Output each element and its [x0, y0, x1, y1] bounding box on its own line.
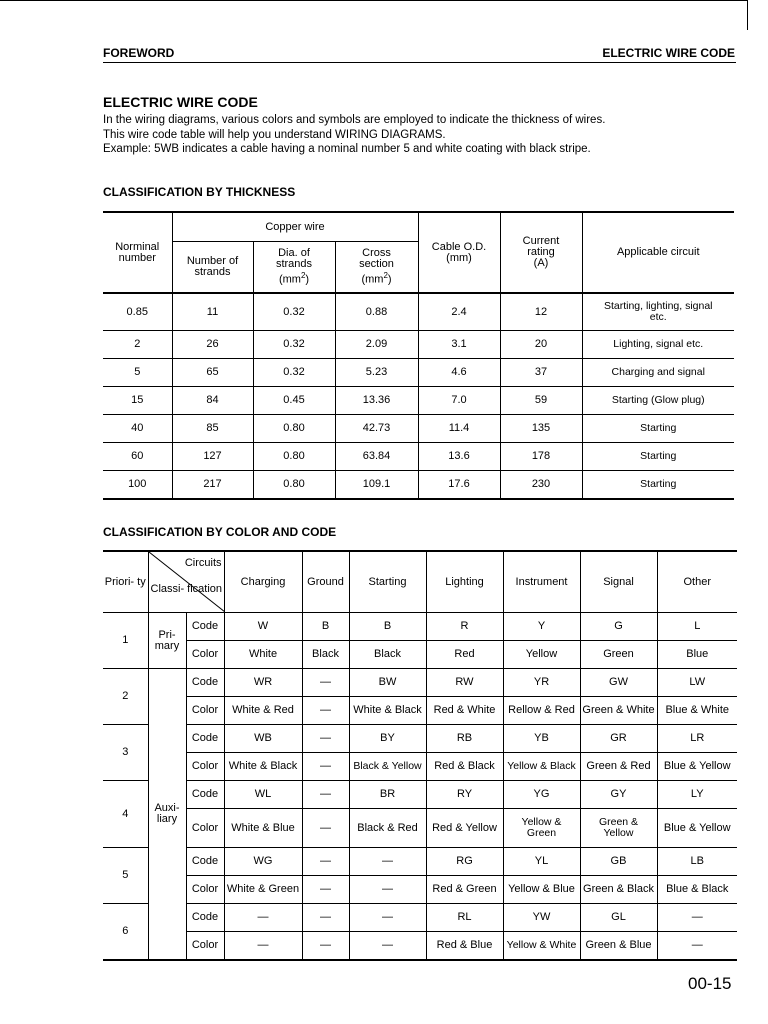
code-cell: —	[302, 725, 349, 753]
table-cell: 217	[172, 471, 253, 500]
table-row	[103, 848, 737, 876]
color-cell: Rellow & Red	[503, 697, 580, 725]
table-cell: 13.6	[418, 443, 500, 471]
color-cell: White & Black	[349, 697, 426, 725]
code-cell: —	[302, 669, 349, 697]
priority-cell: 4	[103, 781, 148, 848]
table-cell: 230	[500, 471, 582, 500]
color-cell: Green & White	[580, 697, 657, 725]
code-cell: WL	[224, 781, 302, 809]
color-cell: Blue & Yellow	[657, 809, 737, 848]
table-cell: 42.73	[335, 415, 418, 443]
thickness-body	[103, 293, 734, 499]
code-label: Code	[186, 669, 224, 697]
color-cell: White & Green	[224, 876, 302, 904]
table-cell: 0.32	[253, 293, 335, 331]
header-copper: Copper wire	[172, 212, 418, 242]
code-cell: —	[349, 848, 426, 876]
table-cell: 84	[172, 387, 253, 415]
color-cell: White & Red	[224, 697, 302, 725]
priority-cell: 3	[103, 725, 148, 781]
color-cell: —	[349, 876, 426, 904]
page-number: 00-15	[688, 974, 732, 993]
code-cell: BR	[349, 781, 426, 809]
table-cell: 4.6	[418, 359, 500, 387]
unit-mm: (mm	[278, 273, 301, 286]
code-cell: GB	[580, 848, 657, 876]
color-cell: Green & Red	[580, 753, 657, 781]
color-cell: Yellow & Black	[503, 753, 580, 781]
table-cell: Charging and signal	[582, 359, 734, 387]
color-cell: —	[302, 697, 349, 725]
intro-text	[103, 113, 605, 157]
header-circuit: Applicable circuit	[582, 212, 734, 293]
color-cell: Black & Yellow	[349, 753, 426, 781]
table-row	[103, 387, 734, 415]
table-cell: 2	[103, 331, 172, 359]
table-cell: 135	[500, 415, 582, 443]
code-cell: WB	[224, 725, 302, 753]
section-thickness-title: CLASSIFICATION BY THICKNESS	[103, 185, 296, 199]
code-cell: G	[580, 613, 657, 641]
color-label: Color	[186, 753, 224, 781]
col-charging: Charging	[224, 551, 302, 613]
color-cell: —	[302, 876, 349, 904]
unit-mm: (mm	[361, 273, 384, 286]
table-cell: 11.4	[418, 415, 500, 443]
color-cell: Blue	[657, 641, 737, 669]
table-cell: 0.80	[253, 443, 335, 471]
color-label: Color	[186, 641, 224, 669]
header-classification: Classi- fication	[150, 583, 223, 595]
table-cell: Starting	[582, 471, 734, 500]
table-row	[103, 932, 737, 961]
code-label: Code	[186, 781, 224, 809]
intro-line: In the wiring diagrams, various colors and symbols are employed to indicate the thickness of wires.	[103, 114, 606, 126]
table-cell: 5.23	[335, 359, 418, 387]
table-row	[103, 613, 737, 641]
color-cell: Blue & White	[657, 697, 737, 725]
color-cell: White & Black	[224, 753, 302, 781]
code-label: Code	[186, 848, 224, 876]
unit-squared: 2	[300, 271, 306, 281]
header-left: FOREWORD	[103, 46, 175, 60]
table-cell: 40	[103, 415, 172, 443]
color-cell: Red	[426, 641, 503, 669]
table-cell: 3.1	[418, 331, 500, 359]
table-cell: 63.84	[335, 443, 418, 471]
code-cell: RB	[426, 725, 503, 753]
table-row	[103, 415, 734, 443]
table-cell: 13.36	[335, 387, 418, 415]
table-cell: 7.0	[418, 387, 500, 415]
code-cell: GL	[580, 904, 657, 932]
table-row	[103, 359, 734, 387]
table-row	[103, 753, 737, 781]
table-cell: Starting, lighting, signal etc.	[582, 293, 734, 331]
color-cell: White & Blue	[224, 809, 302, 848]
table-cell: 100	[103, 471, 172, 500]
header-cross-line: Cross	[362, 247, 391, 260]
code-cell: —	[302, 904, 349, 932]
color-cell: Yellow & Green	[503, 809, 580, 848]
table-row	[103, 641, 737, 669]
page-title: ELECTRIC WIRE CODE	[103, 94, 258, 110]
color-cell: —	[349, 932, 426, 961]
table-row	[103, 904, 737, 932]
table-cell: 12	[500, 293, 582, 331]
table-cell: 2.09	[335, 331, 418, 359]
table-cell: 11	[172, 293, 253, 331]
code-cell: YW	[503, 904, 580, 932]
table-row	[103, 725, 737, 753]
color-code-table	[103, 550, 737, 961]
color-cell: —	[657, 932, 737, 961]
code-cell: —	[657, 904, 737, 932]
color-cell: Red & Blue	[426, 932, 503, 961]
col-other: Other	[657, 551, 737, 613]
color-cell: Red & Black	[426, 753, 503, 781]
table-cell: Starting	[582, 415, 734, 443]
table-row	[103, 471, 734, 500]
code-label: Code	[186, 904, 224, 932]
header-strands: Number of strands	[172, 242, 253, 294]
code-cell: LB	[657, 848, 737, 876]
color-cell: Yellow	[503, 641, 580, 669]
section-color-title: CLASSIFICATION BY COLOR AND CODE	[103, 525, 337, 539]
color-cell: Red & White	[426, 697, 503, 725]
color-cell: Blue & Yellow	[657, 753, 737, 781]
intro-line: This wire code table will help you understand WIRING DIAGRAMS.	[103, 128, 446, 141]
code-cell: YG	[503, 781, 580, 809]
header-current-line: rating	[527, 246, 555, 258]
table-row	[103, 809, 737, 848]
header-priority: Priori- ty	[103, 551, 148, 613]
table-cell: 0.88	[335, 293, 418, 331]
table-cell: 0.32	[253, 359, 335, 387]
table-cell: Starting	[582, 443, 734, 471]
header-dia-line: Dia. of	[278, 247, 310, 260]
priority-cell: 2	[103, 669, 148, 725]
table-cell: 0.80	[253, 415, 335, 443]
color-cell: —	[302, 932, 349, 961]
header-dia-unit: $(mm^2)$	[278, 271, 310, 286]
col-lighting: Lighting	[426, 551, 503, 613]
table-row	[103, 781, 737, 809]
header-current	[500, 212, 582, 293]
code-cell: RY	[426, 781, 503, 809]
table-cell: 37	[500, 359, 582, 387]
table-row	[103, 697, 737, 725]
color-label: Color	[186, 697, 224, 725]
table-row	[103, 669, 737, 697]
thickness-table	[103, 211, 734, 500]
header-nominal: Norminal number	[103, 212, 172, 293]
code-cell: GY	[580, 781, 657, 809]
table-cell: 178	[500, 443, 582, 471]
code-cell: W	[224, 613, 302, 641]
code-cell: BY	[349, 725, 426, 753]
table-row	[103, 331, 734, 359]
color-label: Color	[186, 876, 224, 904]
unit-squared: 2	[383, 271, 388, 281]
table-cell: 2.4	[418, 293, 500, 331]
table-cell: 26	[172, 331, 253, 359]
code-cell: —	[302, 781, 349, 809]
code-cell: WG	[224, 848, 302, 876]
code-cell: —	[349, 904, 426, 932]
color-cell: Green & Blue	[580, 932, 657, 961]
table-cell: 60	[103, 443, 172, 471]
col-starting: Starting	[349, 551, 426, 613]
color-cell: White	[224, 641, 302, 669]
code-cell: WR	[224, 669, 302, 697]
color-cell: —	[302, 753, 349, 781]
table-cell: 85	[172, 415, 253, 443]
table-cell: 17.6	[418, 471, 500, 500]
header-od: Cable O.D. (mm)	[418, 212, 500, 293]
color-cell: Black & Red	[349, 809, 426, 848]
header-cross	[335, 242, 418, 294]
code-cell: BW	[349, 669, 426, 697]
code-cell: L	[657, 613, 737, 641]
table-row	[103, 293, 734, 331]
header-cross-unit: $(mm^2)$	[361, 271, 392, 286]
code-cell: RL	[426, 904, 503, 932]
code-cell: YR	[503, 669, 580, 697]
color-cell: Black	[349, 641, 426, 669]
color-code-body	[103, 551, 737, 960]
code-cell: GW	[580, 669, 657, 697]
table-cell: 5	[103, 359, 172, 387]
code-label: Code	[186, 725, 224, 753]
col-signal: Signal	[580, 551, 657, 613]
table-cell: 127	[172, 443, 253, 471]
table-cell: Lighting, signal etc.	[582, 331, 734, 359]
header-dia	[253, 242, 335, 294]
color-label: Color	[186, 932, 224, 961]
table-cell: 15	[103, 387, 172, 415]
color-cell: Yellow & Blue	[503, 876, 580, 904]
priority-cell: 5	[103, 848, 148, 904]
header-diagonal-cell	[148, 551, 224, 613]
table-cell: 0.32	[253, 331, 335, 359]
table-row	[103, 876, 737, 904]
color-cell: Green	[580, 641, 657, 669]
color-cell: Green & Yellow	[580, 809, 657, 848]
table-cell: 20	[500, 331, 582, 359]
code-cell: GR	[580, 725, 657, 753]
code-cell: B	[302, 613, 349, 641]
table-cell: Starting (Glow plug)	[582, 387, 734, 415]
intro-line: Example: 5WB indicates a cable having a nominal number 5 and white coating with black stripe.	[103, 143, 591, 155]
table-cell: 0.85	[103, 293, 172, 331]
table-cell: 0.80	[253, 471, 335, 500]
color-cell: Blue & Black	[657, 876, 737, 904]
col-instrument: Instrument	[503, 551, 580, 613]
table-cell: 59	[500, 387, 582, 415]
color-cell: Black	[302, 641, 349, 669]
header-right: ELECTRIC WIRE CODE	[602, 46, 735, 60]
classification-auxiliary: Auxi- liary	[148, 669, 186, 961]
header-cross-line: section	[359, 258, 394, 271]
top-rule	[0, 0, 748, 1]
classification-primary: Pri- mary	[148, 613, 186, 669]
header-current-line: (A)	[533, 257, 549, 269]
color-cell: Red & Yellow	[426, 809, 503, 848]
priority-cell: 1	[103, 613, 148, 669]
color-label: Color	[186, 809, 224, 848]
header-dia-line: strands	[275, 258, 313, 271]
header-rule	[103, 62, 736, 63]
priority-cell: 6	[103, 904, 148, 961]
code-cell: LY	[657, 781, 737, 809]
color-cell: Red & Green	[426, 876, 503, 904]
header-current-line: Current	[522, 235, 560, 247]
code-cell: RG	[426, 848, 503, 876]
color-cell: Green & Black	[580, 876, 657, 904]
table-cell: 0.45	[253, 387, 335, 415]
code-cell: RW	[426, 669, 503, 697]
table-cell: 65	[172, 359, 253, 387]
table-cell: 109.1	[335, 471, 418, 500]
code-cell: YB	[503, 725, 580, 753]
code-cell: YL	[503, 848, 580, 876]
code-cell: LW	[657, 669, 737, 697]
color-cell: —	[224, 932, 302, 961]
code-cell: —	[224, 904, 302, 932]
table-row	[103, 443, 734, 471]
header-circuits: Circuits	[184, 557, 222, 569]
code-cell: R	[426, 613, 503, 641]
code-label: Code	[186, 613, 224, 641]
code-cell: B	[349, 613, 426, 641]
col-ground: Ground	[302, 551, 349, 613]
color-cell: —	[302, 809, 349, 848]
code-cell: —	[302, 848, 349, 876]
code-cell: LR	[657, 725, 737, 753]
code-cell: Y	[503, 613, 580, 641]
right-rule	[747, 0, 748, 30]
color-cell: Yellow & White	[503, 932, 580, 961]
